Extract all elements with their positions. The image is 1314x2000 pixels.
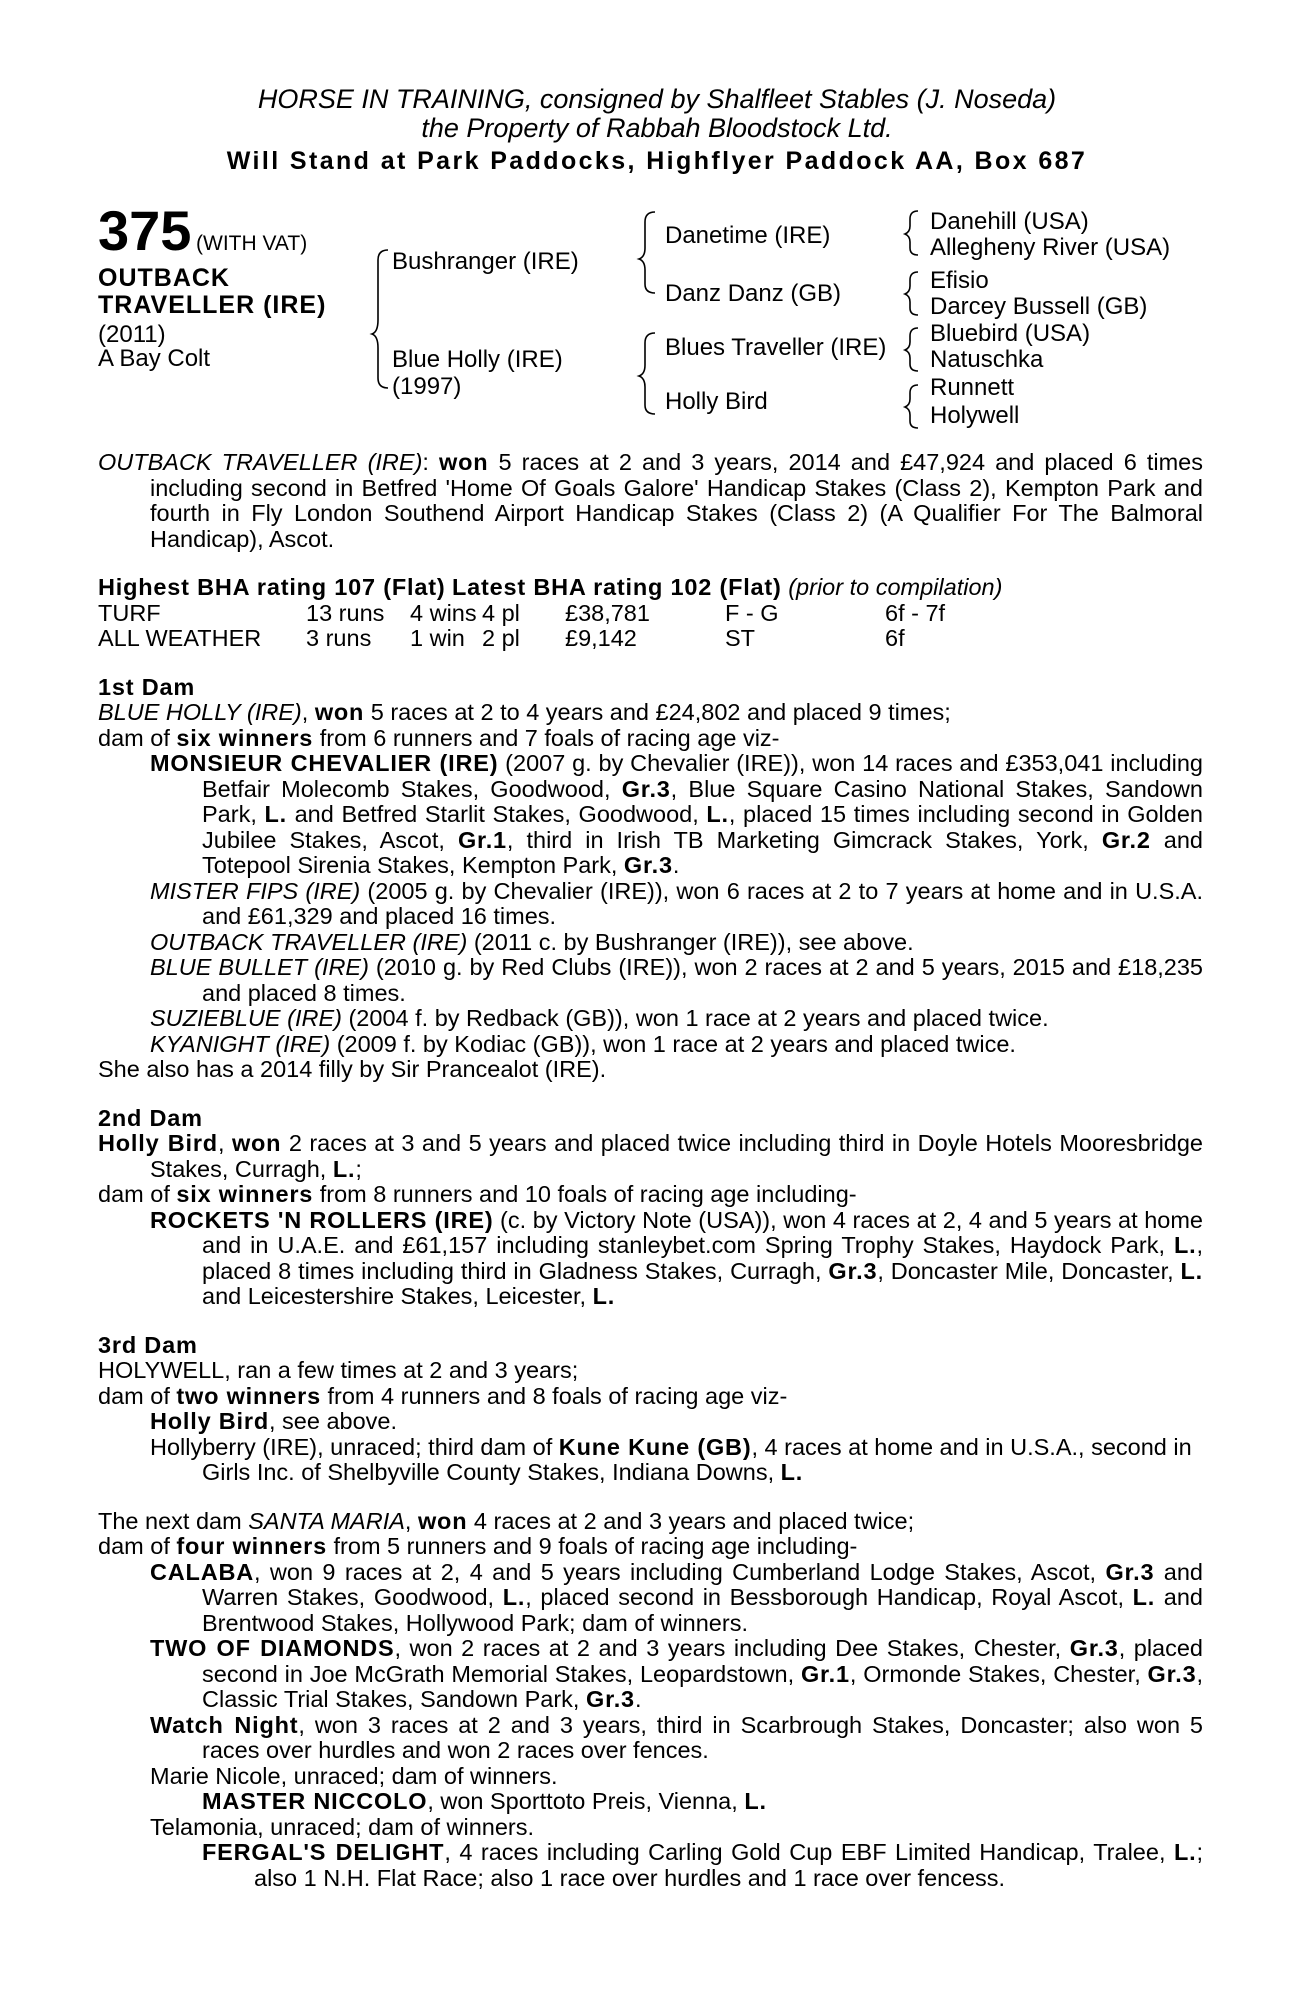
won-label: won [314, 699, 365, 725]
dam2-produce: dam of six winners from 8 runners and 10 foals of racing age including- [98, 1181, 857, 1207]
ratings-line [98, 575, 1203, 601]
progeny-name: Watch Night [150, 1711, 299, 1738]
sire-line-bracket [639, 212, 655, 293]
latest-rating: Latest BHA rating 102 (Flat) [451, 574, 782, 600]
dam1-name: BLUE HOLLY (IRE) [98, 699, 302, 725]
sire-sire: Danetime (IRE) [665, 222, 831, 249]
dam1-produce [98, 726, 1203, 752]
list-item: Watch Night, won 3 races at 2 and 3 years, third in Scarbrough Stakes, Doncaster; also won 5 races over hurdles and won 2 races over fences. [150, 1711, 1203, 1763]
dam2-heading: 2nd Dam [98, 1104, 203, 1131]
stat-runs: 3 runs [306, 625, 372, 651]
dam2-record: Holly Bird, won 2 races at 3 and 5 years and placed twice including third in Doyle Hotels Mooresbridge Stakes, Curragh, L.; [98, 1130, 1204, 1182]
sdd: Darcey Bussell (GB) [930, 293, 1148, 320]
stat-placed: 4 pl [482, 599, 520, 626]
list-item: KYANIGHT (IRE) (2009 f. by Kodiac (GB)), won 1 race at 2 years and placed twice. [150, 1030, 1016, 1057]
progeny-name: MASTER NICCOLO [202, 1788, 428, 1814]
produce-text: from 6 runners and 7 foals of racing age viz- [313, 724, 780, 751]
stat-earnings: £9,142 [565, 625, 637, 651]
stat-earnings: £38,781 [565, 599, 650, 626]
progeny-name: OUTBACK TRAVELLER (IRE) [150, 928, 468, 955]
location-line: Will Stand at Park Paddocks, Highflyer Paddock AA, Box 687 [226, 147, 1088, 175]
progeny-name: Holly Bird [150, 1408, 269, 1434]
list-item: TWO OF DIAMONDS, won 2 races at 2 and 3 years including Dee Stakes, Chester, Gr.3, placed second in Joe McGrath Memorial Stakes, Leopardstown, Gr.1, Ormonde Stakes, Chester, Gr.3, Classic Trial Stakes, Sandown Park, Gr.3. [150, 1635, 1204, 1712]
horse-description: A Bay Colt [98, 345, 211, 372]
progeny-name: BLUE BULLET (IRE) [150, 954, 369, 980]
next-dam-produce: dam of four winners from 5 runners and 9 foals of racing age including- [98, 1533, 858, 1559]
highest-rating: Highest BHA rating 107 (Flat) [98, 574, 446, 600]
stat-distance: 6f - 7f [885, 599, 946, 626]
foaling-year: (2011) [98, 321, 166, 348]
winners-count: two winners [176, 1382, 321, 1409]
dam-sire: Blues Traveller (IRE) [665, 334, 887, 361]
ds-bracket [905, 328, 918, 371]
horse-name-line2: TRAVELLER (IRE) [98, 291, 327, 319]
sire-bracket [372, 250, 388, 388]
horse-name-line1: OUTBACK [98, 264, 230, 292]
dam2-name: Holly Bird [98, 1130, 218, 1156]
sd-bracket [905, 272, 918, 315]
ssd: Allegheny River (USA) [930, 234, 1171, 261]
dss: Bluebird (USA) [930, 320, 1091, 347]
winners-count: four winners [176, 1533, 327, 1559]
lot-number: 375 [98, 199, 192, 262]
table-row [98, 601, 945, 627]
sds: Efisio [930, 267, 989, 294]
dam1-heading: 1st Dam [98, 673, 196, 700]
dam1-record-text: 5 races at 2 to 4 years and £24,802 and placed 9 times; [364, 699, 951, 725]
stat-runs: 13 runs [306, 599, 385, 626]
stat-going: F - G [725, 599, 779, 626]
stat-surface: ALL WEATHER [98, 625, 262, 651]
stat-surface: TURF [98, 599, 161, 626]
ss-bracket [905, 211, 918, 255]
consignor-line: HORSE IN TRAINING, consigned by Shalfleet Stables (J. Noseda) [257, 84, 1057, 114]
progeny-name: TWO OF DIAMONDS [150, 1635, 395, 1661]
dam3-produce: dam of two winners from 4 runners and 8 foals of racing age viz- [98, 1382, 788, 1409]
stat-placed: 2 pl [482, 625, 520, 651]
list-item: MONSIEUR CHEVALIER (IRE) (2007 g. by Chevalier (IRE)), won 14 races and £353,041 including Betfair Molecomb Stakes, Goodwood, Gr.3, Blue Square Casino National Stakes, Sandown Park, L. and Betfred Starlit Stakes, Goodwood, L., placed 15 times including second in Golden Jubilee Stakes, Ascot, Gr.1, third in Irish TB Marketing Gimcrack Stakes, York, Gr.2 and Totepool Sirenia Stakes, Kempton Park, Gr.3. [150, 750, 1203, 878]
next-dam-name: SANTA MARIA [248, 1507, 405, 1534]
table-row [98, 626, 945, 652]
list-item: Telamonia, unraced; dam of winners. [150, 1813, 535, 1840]
progeny-name: Kune Kune (GB) [558, 1433, 752, 1460]
vat-label: (WITH VAT) [196, 232, 308, 255]
owner-line: the Property of Rabbah Bloodstock Ltd. [421, 113, 893, 143]
racing-stats-table [98, 601, 945, 652]
list-item: CALABA, won 9 races at 2, 4 and 5 years including Cumberland Lodge Stakes, Ascot, Gr.3 and Warren Stakes, Goodwood, L., placed second in Bessborough Handicap, Royal Ascot, L. and Brentwood Stakes, Hollywood Park; dam of winners. [150, 1558, 1203, 1636]
winners-count: six winners [176, 724, 314, 751]
won-label: won [417, 1507, 468, 1534]
sss: Danehill (USA) [930, 208, 1089, 235]
dam-dam: Holly Bird [665, 388, 768, 415]
next-dam-record: The next dam SANTA MARIA, won 4 races at 2 and 3 years and placed twice; [98, 1507, 915, 1534]
progeny-name: KYANIGHT (IRE) [150, 1030, 331, 1057]
progeny-name: SUZIEBLUE (IRE) [150, 1005, 342, 1031]
dsd: Natuschka [930, 346, 1044, 373]
stat-wins: 1 win [410, 625, 465, 651]
progeny-name: MONSIEUR CHEVALIER (IRE) [150, 750, 499, 776]
dam-year: (1997) [392, 373, 462, 400]
list-item: FERGAL'S DELIGHT, 4 races including Carling Gold Cup EBF Limited Handicap, Tralee, L.; also 1 N.H. Flat Race; also 1 race over hurdles and 1 race over fencess. [202, 1839, 1203, 1891]
dam1-also: She also has a 2014 filly by Sir Prancealot (IRE). [98, 1056, 607, 1082]
dam: Blue Holly (IRE) [392, 346, 563, 373]
dam3-heading: 3rd Dam [98, 1331, 198, 1358]
stat-going: ST [725, 625, 756, 651]
list-item: Marie Nicole, unraced; dam of winners. [150, 1762, 558, 1789]
dds: Runnett [930, 374, 1015, 401]
horse-name: OUTBACK TRAVELLER (IRE) [98, 449, 423, 475]
race-record-text: 5 races at 2 and 3 years, 2014 and £47,924 and placed 6 times including second in Betfred 'Home Of Goals Galore' Handicap Stakes (Class 2), Kempton Park and fourth in Fly London Southend Airport Handicap Stakes (Class 2) (A Qualifier For The Balmoral Handicap), Ascot. [150, 449, 1203, 552]
sire: Bushranger (IRE) [392, 248, 579, 275]
dam3-record: HOLYWELL, ran a few times at 2 and 3 years; [98, 1357, 579, 1383]
winners-count: six winners [176, 1181, 314, 1207]
stat-distance: 6f [885, 625, 905, 651]
won-label: won [231, 1130, 282, 1156]
progeny-name: ROCKETS 'N ROLLERS (IRE) [150, 1206, 494, 1233]
won-label: won [439, 449, 489, 475]
list-item: OUTBACK TRAVELLER (IRE) (2011 c. by Bushranger (IRE)), see above. [150, 928, 914, 955]
ratings-note: (prior to compilation) [788, 574, 1003, 600]
dd-bracket [905, 385, 918, 428]
list-item: Hollyberry (IRE), unraced; third dam of Kune Kune (GB), 4 races at home and in U.S.A., second in Girls Inc. of Shelbyville County Stakes, Indiana Downs, L. [150, 1433, 1192, 1485]
dam-line-bracket [639, 333, 655, 414]
progeny-name: CALABA [150, 1558, 255, 1585]
list-item: SUZIEBLUE (IRE) (2004 f. by Redback (GB)), won 1 race at 2 years and placed twice. [150, 1005, 1049, 1031]
list-item: ROCKETS 'N ROLLERS (IRE) (c. by Victory Note (USA)), won 4 races at 2, 4 and 5 years at home and in U.A.E. and £61,157 including stanleybet.com Spring Trophy Stakes, Haydock Park, L., placed 8 times including third in Gladness Stakes, Curragh, Gr.3, Doncaster Mile, Doncaster, L. and Leicestershire Stakes, Leicester, L. [150, 1206, 1204, 1309]
sire-dam: Danz Danz (GB) [665, 280, 842, 307]
list-item: MASTER NICCOLO, won Sporttoto Preis, Vienna, L. [202, 1788, 767, 1814]
progeny-name: FERGAL'S DELIGHT [202, 1839, 445, 1865]
catalogue-body [98, 450, 1203, 1891]
pedigree-brackets [0, 0, 1314, 440]
list-item: BLUE BULLET (IRE) (2010 g. by Red Clubs (IRE)), won 2 races at 2 and 5 years, 2015 and £18,235 and placed 8 times. [150, 954, 1204, 1006]
progeny-name: MISTER FIPS (IRE) [150, 877, 361, 904]
list-item: Holly Bird, see above. [150, 1408, 398, 1434]
stat-wins: 4 wins [410, 599, 477, 626]
list-item: MISTER FIPS (IRE) (2005 g. by Chevalier (IRE)), won 6 races at 2 to 7 years at home and in U.S.A. and £61,329 and placed 16 times. [150, 877, 1203, 929]
ddd: Holywell [930, 402, 1020, 429]
race-record: OUTBACK TRAVELLER (IRE): won 5 races at 2 and 3 years, 2014 and £47,924 and placed 6 times including second in Betfred 'Home Of Goals Galore' Handicap Stakes (Class 2), Kempton Park and fourth in Fly London Southend Airport Handicap Stakes (Class 2) (A Qualifier For The Balmoral Handicap), Ascot. [98, 449, 1203, 552]
produce-text: dam of [98, 724, 177, 751]
dam1-record: BLUE HOLLY (IRE), won 5 races at 2 to 4 years and £24,802 and placed 9 times; [98, 699, 951, 725]
